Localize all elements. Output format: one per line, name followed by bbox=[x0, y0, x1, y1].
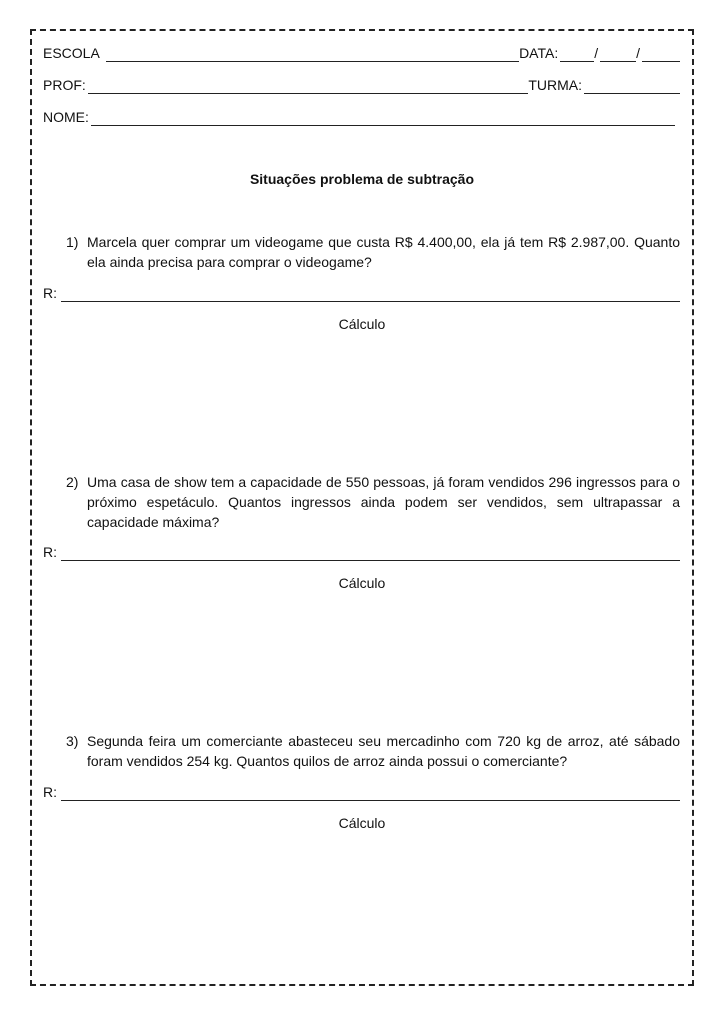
question-text: Marcela quer comprar um videogame que custa R$ 4.400,00, ela já tem R$ 2.987,00. Quanto ela ainda precisa para comprar o videogame? bbox=[87, 234, 680, 270]
name-row bbox=[43, 108, 675, 126]
calc-label-3: Cálculo bbox=[338, 815, 386, 831]
date-day-field[interactable] bbox=[560, 48, 594, 62]
answer-label: R: bbox=[43, 285, 57, 301]
answer-field-2[interactable] bbox=[61, 547, 680, 561]
class-field[interactable] bbox=[584, 80, 680, 94]
name-label: NOME: bbox=[43, 109, 89, 125]
question-3 bbox=[66, 731, 680, 771]
date-label: DATA: bbox=[519, 45, 559, 61]
date-separator: / bbox=[594, 45, 599, 61]
date-separator: / bbox=[636, 45, 640, 61]
question-number: 2) bbox=[66, 474, 79, 490]
school-label: ESCOLA bbox=[43, 45, 100, 61]
date-year-field[interactable] bbox=[642, 48, 680, 62]
teacher-row bbox=[43, 76, 680, 94]
question-text: Segunda feira um comerciante abasteceu seu mercadinho com 720 kg de arroz, até sábado foram vendidos 254 kg. Quantos quilos de arroz ainda possui o comerciante? bbox=[87, 733, 680, 769]
answer-row-1 bbox=[43, 284, 680, 302]
calc-label-2: Cálculo bbox=[338, 575, 386, 591]
answer-label: R: bbox=[43, 544, 57, 560]
answer-field-1[interactable] bbox=[61, 288, 680, 302]
teacher-label: PROF: bbox=[43, 77, 86, 93]
answer-field-3[interactable] bbox=[61, 787, 680, 801]
answer-row-3 bbox=[43, 783, 680, 801]
question-1 bbox=[66, 232, 680, 272]
answer-row-2 bbox=[43, 543, 680, 561]
calc-label-1: Cálculo bbox=[338, 316, 386, 332]
school-row bbox=[43, 44, 680, 62]
teacher-field[interactable] bbox=[88, 80, 529, 94]
date-month-field[interactable] bbox=[600, 48, 636, 62]
school-field[interactable] bbox=[106, 48, 519, 62]
page-title: Situações problema de subtração bbox=[249, 171, 475, 187]
question-number: 1) bbox=[66, 234, 79, 250]
question-text: Uma casa de show tem a capacidade de 550 pessoas, já foram vendidos 296 ingressos para o próximo espetáculo. Quantos ingressos ainda podem ser vendidos, sem ultrapassar a capacidade máxima? bbox=[87, 474, 680, 530]
question-number: 3) bbox=[66, 733, 79, 749]
question-2 bbox=[66, 472, 680, 532]
answer-label: R: bbox=[43, 784, 57, 800]
class-label: TURMA: bbox=[528, 77, 582, 93]
name-field[interactable] bbox=[91, 112, 675, 126]
